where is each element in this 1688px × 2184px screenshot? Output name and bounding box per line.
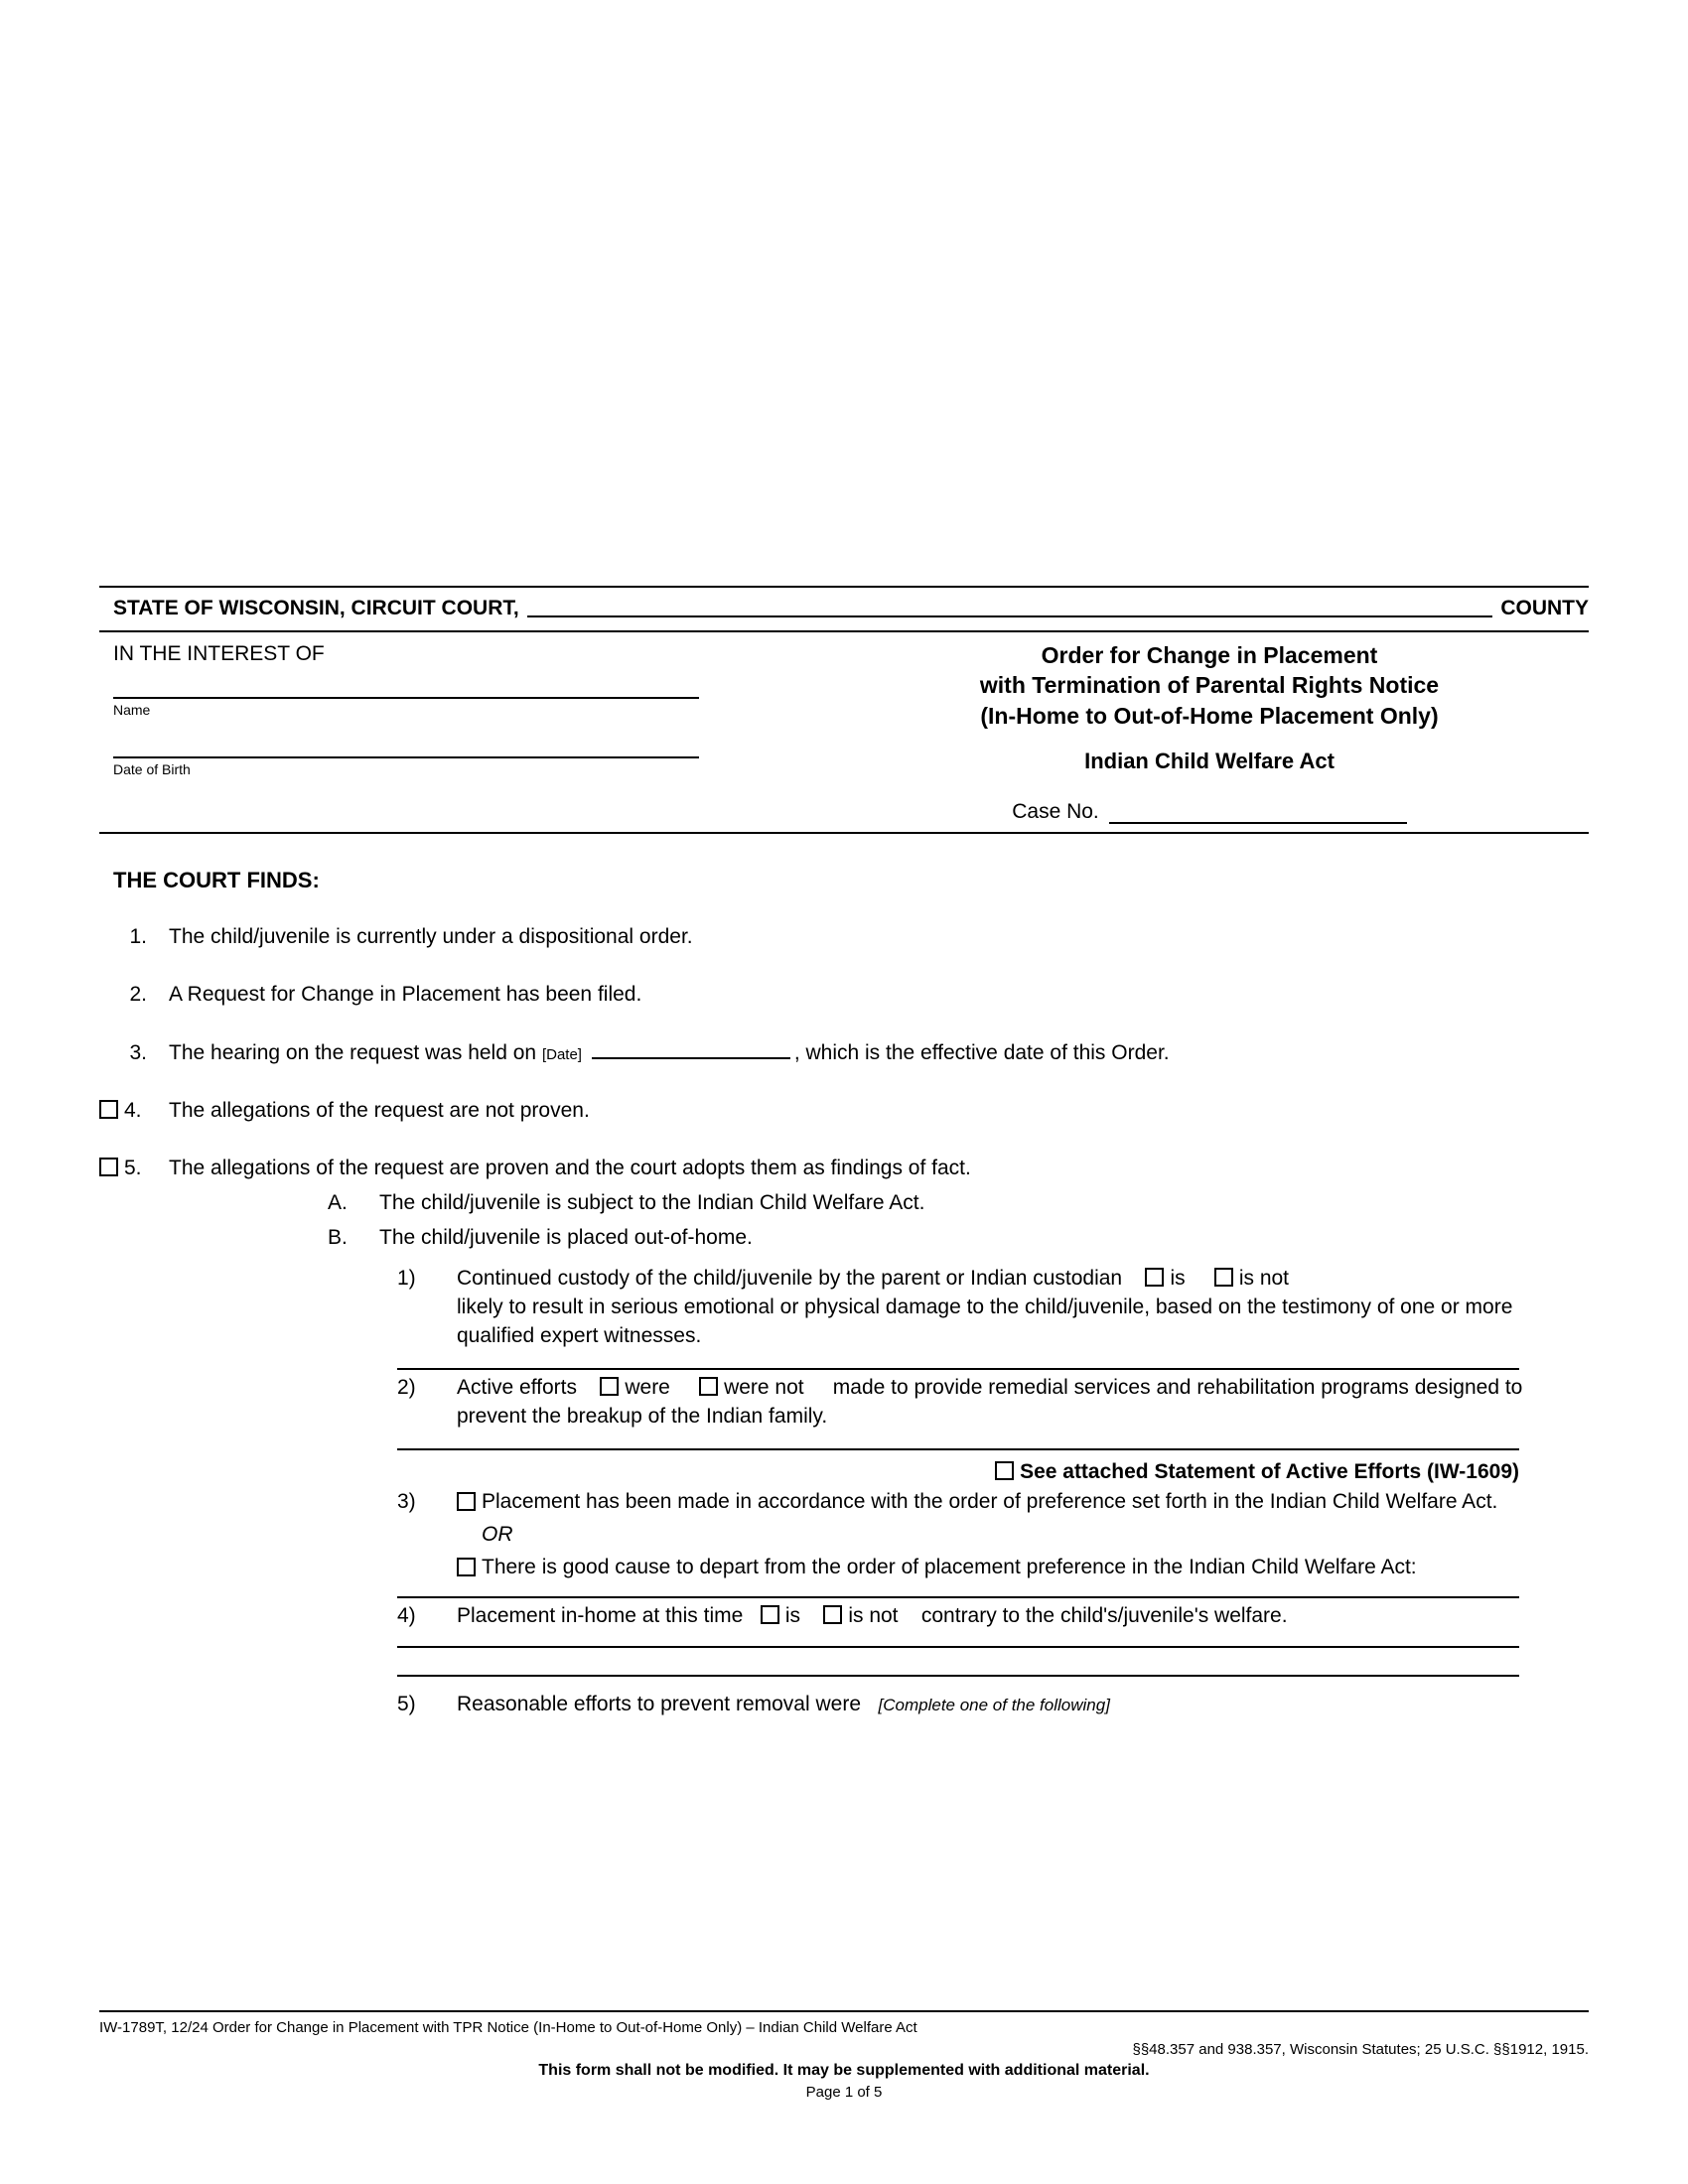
checkbox-statement-of-active-efforts[interactable] — [995, 1461, 1014, 1480]
checkbox-b4-is-not[interactable] — [823, 1605, 842, 1624]
sub-b3-option-2-text: There is good cause to depart from the order of placement preference in the Indian Child Welfare Act: — [482, 1555, 1417, 1578]
caption-right-column — [844, 632, 1589, 832]
sub-b3-option-2-row — [457, 1554, 1589, 1582]
checkbox-b1-is[interactable] — [1145, 1268, 1164, 1287]
finding-2-text: A Request for Change in Placement has been filed. — [169, 983, 642, 1007]
b4-write-in-line-2[interactable] — [397, 1674, 1519, 1677]
checkbox-finding-5[interactable] — [99, 1158, 118, 1176]
case-number-label: Case No. — [1012, 800, 1099, 824]
form-title-line-1: Order for Change in Placement — [1041, 642, 1378, 668]
sub-b-item-5 — [397, 1691, 1589, 1719]
finding-5-number-group — [99, 1155, 169, 1182]
checkbox-b1-is-not[interactable] — [1214, 1268, 1233, 1287]
sub-b1-text-after: likely to result in serious emotional or physical damage to the child/juvenile, based on the testimony of one or more qualified expert witnesses. — [457, 1295, 1513, 1347]
sub-b2-text-before: Active efforts — [457, 1375, 577, 1399]
date-tag: [Date] — [541, 1045, 582, 1063]
active-efforts-attachment-label: See attached Statement of Active Efforts (IW-1609) — [1020, 1459, 1519, 1483]
court-finds-heading: THE COURT FINDS: — [113, 868, 320, 893]
state-court-label: STATE OF WISCONSIN, CIRCUIT COURT, — [113, 597, 519, 619]
county-label: COUNTY — [1500, 597, 1589, 619]
finding-3-number: 3. — [129, 1040, 147, 1064]
finding-item-3 — [99, 1039, 1589, 1067]
sub-b2-option-were-not: were not — [724, 1375, 804, 1399]
sub-b4-text-before: Placement in-home at this time — [457, 1604, 744, 1628]
b2-write-in-line[interactable] — [397, 1447, 1519, 1450]
sub-b3-label: 3) — [397, 1489, 416, 1513]
icwa-subtitle: Indian Child Welfare Act — [1084, 749, 1335, 774]
checkbox-b2-were-not[interactable] — [699, 1377, 718, 1396]
finding-item-2 — [99, 981, 1589, 1009]
b1-write-in-line[interactable] — [397, 1367, 1519, 1370]
sub-b2-option-were: were — [625, 1375, 670, 1399]
footer-divider — [99, 2010, 1589, 2012]
finding-3-text-after: , which is the effective date of this Order. — [793, 1040, 1170, 1064]
finding-5-text: The allegations of the request are proven and the court adopts them as findings of fact. — [169, 1157, 971, 1180]
active-efforts-attachment-row — [397, 1460, 1519, 1484]
finding-3-text-before: The hearing on the request was held on — [169, 1040, 537, 1064]
name-fill-line[interactable] — [113, 696, 699, 699]
sub-b-label: B. — [328, 1225, 348, 1249]
sub-b2-label: 2) — [397, 1375, 416, 1399]
sub-b1-text-before: Continued custody of the child/juvenile by the parent or Indian custodian — [457, 1266, 1123, 1290]
finding-2-number: 2. — [129, 983, 147, 1007]
finding-4-number-group — [99, 1097, 169, 1125]
sub-b3-body — [457, 1488, 1589, 1582]
finding-5-sub-a — [328, 1189, 1589, 1218]
finding-4-text: The allegations of the request are not proven. — [169, 1099, 590, 1123]
sub-a-text: The child/juvenile is subject to the Indian Child Welfare Act. — [379, 1190, 925, 1214]
court-county-line — [99, 588, 1589, 632]
sub-b-item-3 — [397, 1488, 1589, 1582]
sub-b5-label: 5) — [397, 1693, 416, 1716]
footer-form-id: IW-1789T, 12/24 Order for Change in Placement with TPR Notice (In-Home to Out-of-Home Only) – Indian Child Welfare Act — [99, 2019, 917, 2036]
form-title-line-3: (In-Home to Out-of-Home Placement Only) — [980, 702, 1439, 729]
caption-left-column — [99, 632, 844, 832]
caption-block — [99, 586, 1589, 834]
page-footer — [99, 2010, 1589, 2101]
sub-b4-text-after: contrary to the child's/juvenile's welfare. — [920, 1604, 1288, 1628]
b3-write-in-line[interactable] — [397, 1595, 1519, 1598]
b4-write-in-line-1[interactable] — [397, 1645, 1519, 1648]
sub-b1-label: 1) — [397, 1266, 416, 1290]
sub-b5-text: Reasonable efforts to prevent removal were — [457, 1693, 861, 1716]
sub-b2-text-after: made to provide remedial services and rehabilitation programs designed to prevent the breakup of the Indian family. — [457, 1375, 1523, 1428]
finding-3-text — [169, 1039, 1589, 1067]
sub-a-label: A. — [328, 1190, 348, 1214]
sub-b3-option-1-text: Placement has been made in accordance with the order of preference set forth in the Indian Child Welfare Act. — [482, 1489, 1498, 1513]
name-label: Name — [113, 702, 151, 718]
sub-b3-option-1-row — [457, 1488, 1589, 1517]
sub-b1-option-is-not: is not — [1238, 1266, 1290, 1290]
checkbox-b3-option-2[interactable] — [457, 1558, 476, 1576]
finding-1-text: The child/juvenile is currently under a dispositional order. — [169, 925, 693, 949]
finding-item-1 — [99, 923, 1589, 951]
checkbox-b3-option-1[interactable] — [457, 1492, 476, 1511]
form-title-line-2: with Termination of Parental Rights Notice — [979, 672, 1440, 699]
sub-b4-option-is-not: is not — [848, 1604, 899, 1628]
case-number-fill-line[interactable] — [1109, 802, 1407, 824]
checkbox-b4-is[interactable] — [761, 1605, 779, 1624]
footer-statutes: §§48.357 and 938.357, Wisconsin Statutes; 25 U.S.C. §§1912, 1915. — [1132, 2041, 1589, 2058]
date-of-birth-label: Date of Birth — [113, 761, 191, 777]
sub-b2-body — [457, 1374, 1589, 1432]
sub-b3-or-label: OR — [482, 1522, 513, 1546]
footer-modification-notice: This form shall not be modified. It may be supplemented with additional material. — [538, 2062, 1150, 2079]
in-the-interest-of-label: IN THE INTEREST OF — [113, 642, 325, 665]
finding-item-5 — [99, 1155, 1589, 1182]
sub-b1-option-is: is — [1170, 1266, 1186, 1290]
sub-b5-body — [457, 1691, 1589, 1719]
sub-b4-label: 4) — [397, 1604, 416, 1628]
dob-fill-line[interactable] — [113, 755, 699, 758]
checkbox-finding-4[interactable] — [99, 1100, 118, 1119]
finding-item-4 — [99, 1097, 1589, 1125]
finding-4-number: 4. — [124, 1099, 142, 1123]
finding-1-number: 1. — [129, 925, 147, 949]
hearing-date-input[interactable] — [592, 1040, 790, 1059]
checkbox-b2-were[interactable] — [600, 1377, 619, 1396]
finding-5-sub-b — [328, 1224, 1589, 1253]
sub-b5-instruction: [Complete one of the following] — [878, 1696, 1110, 1715]
case-number-row — [844, 800, 1575, 824]
finding-5-number: 5. — [124, 1157, 142, 1180]
sub-b-item-2 — [397, 1374, 1589, 1432]
form-content — [99, 586, 1589, 1719]
sub-b-item-4 — [397, 1602, 1589, 1631]
footer-page-number: Page 1 of 5 — [805, 2084, 883, 2101]
sub-b1-body — [457, 1265, 1589, 1351]
sub-b4-option-is: is — [784, 1604, 800, 1628]
sub-b4-body — [457, 1602, 1589, 1631]
sub-b-text: The child/juvenile is placed out-of-home. — [379, 1225, 753, 1249]
sub-b-item-1 — [397, 1265, 1589, 1351]
county-fill-line[interactable] — [527, 596, 1493, 617]
